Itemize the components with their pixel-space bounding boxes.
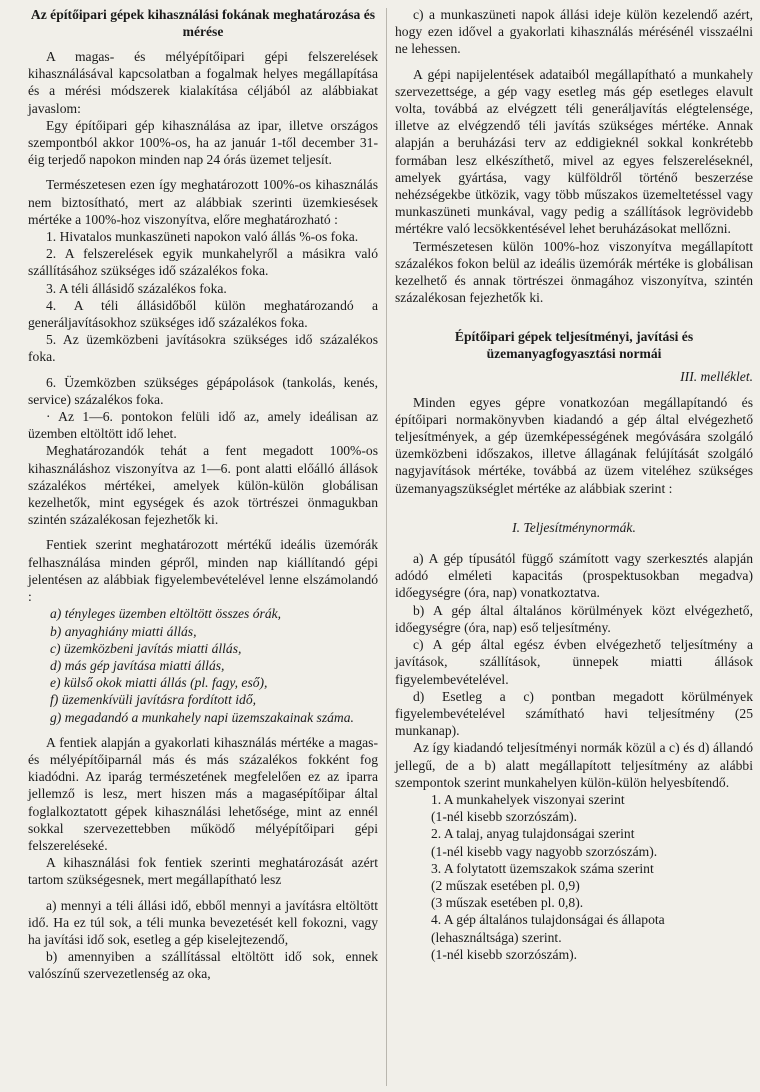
paragraph: A fentiek alapján a gyakorlati kihasználás mértéke a magas- és mélyépítőiparnál más és más százalékos fokként fog kiadódni. Az iparág természetének megfelelően ez az iparra jellemző is lesz, mert hiszen más a magasépítőipar által foglalkoztatott gépek kihasználási lehetősége, mint az ennél sokkal szervezettebben működő mélyépítőipari gépi felszereléseké. [28, 734, 378, 853]
list-item: 2. A felszerelések egyik munkahelyről a másikra való szállításához szükséges idő százalékos foka. [28, 246, 378, 279]
paragraph: Természetesen külön 100%-hoz viszonyítva megállapított százalékos fokon belül az ideális üzemórák mértéke is globálisan kezelhető és annak törtrészei önmagához viszonyítva, szintén százalékosan fejezhetők ki. [395, 238, 753, 306]
list-item: b) anyaghiány miatti állás, [50, 623, 197, 639]
list-item: 3. A folytatott üzemszakok száma szerint [431, 860, 654, 876]
paragraph: d) Esetleg a c) pontban megadott körülmények figyelembevételével számítható havi teljesítmény (25 munkanap). [395, 688, 753, 739]
paragraph: A gépi napijelentések adataiból megállapítható a munkahely szervezettsége, a gép vagy esetleg más gép esetleges elavult volta, továbbá az elvégzett téli generáljavítás elégtelensége, illetve az elvégzendő téli javítás szükséges mértéke. Annak alapján a beruházási terv az eddigieknél sokkal konkrétebb formában lesz elkészíthető, mivel az egyes felszereléseknél, amelyek gyártása, vagy külföldről történő beszerzése nehézségekbe ütközik, vagy több műszakos üzemeltetéssel vagy munkaszüneti munkával, vagy pedig a szállítások legrövidebb mértékre való lecsökkentésével lehet beruházásokat mellőzni. [395, 66, 753, 237]
list-item: e) külső okok miatti állás (pl. fagy, eső), [50, 675, 268, 691]
list-item: 1. A munkahelyek viszonyai szerint [431, 791, 625, 807]
paragraph: c) a munkaszüneti napok állási ideje külön kezelendő azért, hogy ezen idővel a gyakorlati kihasználás mérésénél visszaélni ne lehessen. [395, 7, 753, 57]
list-item: c) üzemközbeni javítás miatti állás, [50, 640, 242, 656]
list-item: 1. Hivatalos munkaszüneti napokon való állás %-os foka. [46, 229, 359, 245]
paragraph: Fentiek szerint meghatározott mértékű ideális üzemórák felhasználása minden gépről, minden nap kiállítandó gépi jelentésen az alábbiak figyelembevételével lenne elszámolandó : [28, 537, 378, 605]
list-item: d) más gép javítása miatti állás, [50, 657, 225, 673]
list-item: 5. Az üzemközbeni javításokra szükséges idő százalékos foka. [28, 332, 378, 365]
list-item: f) üzemenkívüli javításra fordított idő, [50, 692, 257, 708]
list-item: 3. A téli állásidő százalékos foka. [46, 280, 227, 296]
paragraph: Meghatározandók tehát a fent megadott 100%-os kihasználáshoz viszonyítva az 1—6. pont alatti előálló állások százalékos mértékei, amelyek külön-külön globálisan kezelhetők, mint egységek és azok törtrészei önmagukban szintén százalékosan fejezhetők ki. [28, 443, 378, 528]
paragraph: Minden egyes gépre vonatkozóan megállapítandó és építőipari normakönyvben kiadandó a gép által elvégezhető teljesítmények, a gép üzemképességének megóvására szolgáló üzemközbeni időszakos, illetve állagának felújítását szolgáló nagyjavítások mértéke, továbbá az üzem viteléhez szükséges üzemanyagszükséglet mértéke az alábbiak szerint : [395, 394, 753, 496]
list-item: 4. A gép általános tulajdonságai és állapota (lehasználtsága) szerint. [431, 912, 665, 945]
list-item: 2. A talaj, anyag tulajdonságai szerint [431, 826, 635, 842]
right-column [395, 6, 753, 963]
list-item: (1-nél kisebb vagy nagyobb szorzószám). [431, 843, 658, 859]
column-divider [386, 8, 387, 1086]
list-item: 4. A téli állásidőből külön meghatározandó a generáljavításokhoz szükséges idő százalékos foka. [28, 297, 378, 331]
paragraph: A magas- és mélyépítőipari gépi felszerelések kihasználásával kapcsolatban a fogalmak helyes megállapítása és a mérési módszerek kialakítása céljából az alábbiakat javaslom: [28, 49, 378, 116]
list-item: (3 műszak esetében pl. 0,8). [431, 895, 584, 911]
paragraph: b) A gép által általános körülmények közt elvégezhető, időegységre (óra, nap) eső teljesítmény. [395, 602, 753, 635]
subsection-heading: I. Teljesítménynormák. [512, 519, 636, 535]
list-item: a) tényleges üzemben eltöltött összes órák, [50, 606, 282, 622]
section-heading-norms: Építőipari gépek teljesítményi, javítási és üzemanyagfogyasztási normái [454, 329, 694, 362]
list-item: (1-nél kisebb szorzószám). [431, 809, 578, 825]
paragraph: b) amennyiben a szállítással eltöltött idő sok, ennek valószínű szervezetlenség az oka, [28, 949, 378, 982]
list-item: 6. Üzemközben szükséges gépápolások (tankolás, kenés, service) százalékos foka. [28, 374, 378, 407]
paragraph: A kihasználási fok fentiek szerinti meghatározását azért tartom szükségesnek, mert megállapítható lesz [28, 855, 378, 888]
paragraph: Az így kiadandó teljesítményi normák közül a c) és d) állandó jellegű, de a b) alatt megállapított teljesítmény az alábbi szempontok szerint munkahelyen külön-külön helyesbítendő. [395, 740, 753, 790]
section-heading-utilization: Az építőipari gépek kihasználási fokának meghatározása és mérése [30, 7, 376, 39]
list-item: g) megadandó a munkahely napi üzemszakainak száma. [50, 709, 354, 725]
paragraph: a) A gép típusától függő számított vagy szerkesztés alapján adódó elméleti kapacitás (prospektusokban megadva) időegységre (óra, nap) vonatkoztatva. [395, 551, 753, 601]
paragraph: Természetesen ezen így meghatározott 100%-os kihasználás nem biztosítható, mert az alábbiak szerinti üzemkiesések mértéke a 100%-hoz viszonyítva, előre meghatározható : [28, 177, 378, 227]
paragraph: c) A gép által egész évben elvégezhető teljesítmény a javítások, szállítások, ünnepek miatti állások figyelembevételével. [395, 637, 753, 687]
list-item: (2 műszak esetében pl. 0,9) [431, 877, 580, 893]
annex-label: III. melléklet. [680, 369, 753, 385]
list-item: (1-nél kisebb szorzószám). [431, 946, 578, 962]
paragraph: a) mennyi a téli állási idő, ebből mennyi a javításra eltöltött idő. Ha ez túl sok, a téli munka bevezetését kell fokozni, vagy ha javítási idő sok, esetleg a gép kiselejtezendő, [28, 897, 378, 947]
paragraph: Egy építőipari gép kihasználása az ipar, illetve országos szempontból akkor 100%-os, ha az január 1-től december 31-éig terjedő napokon minden nap 24 órás üzemet teljesít. [28, 117, 378, 168]
paragraph: · Az 1—6. pontokon felüli idő az, amely ideálisan az üzemben eltöltött idő lehet. [28, 409, 378, 442]
left-column [28, 6, 378, 983]
